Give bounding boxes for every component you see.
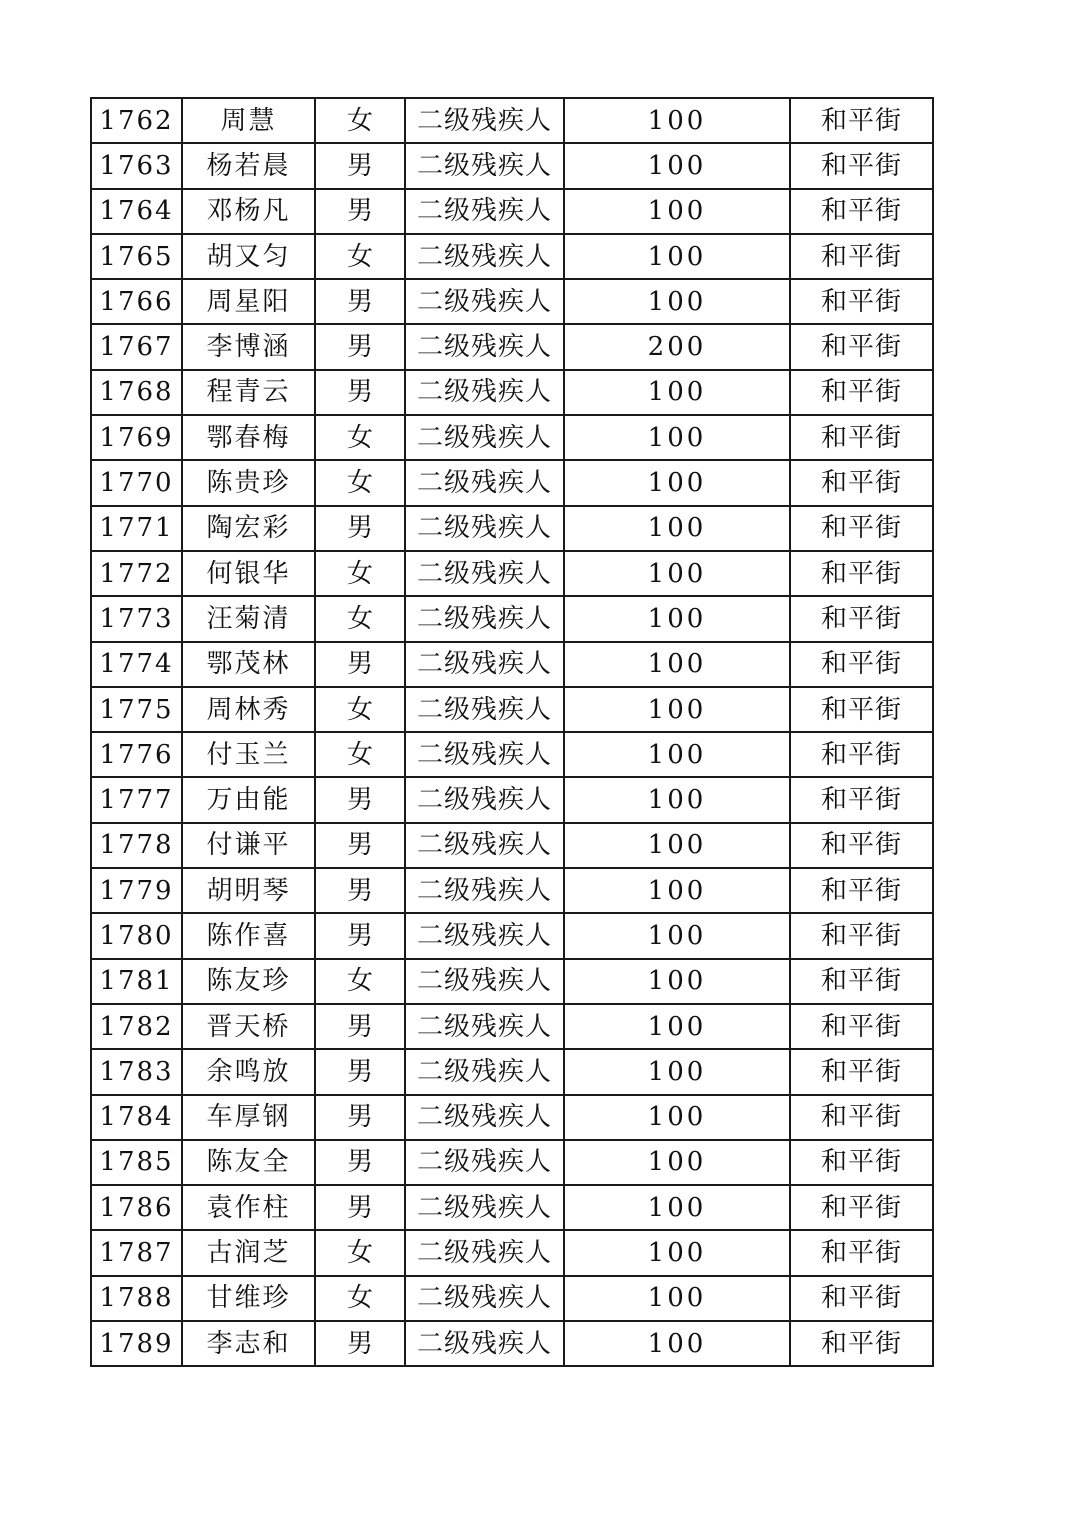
cell-number: 1783	[91, 1049, 182, 1094]
cell-amount: 100	[564, 98, 790, 143]
cell-amount: 100	[564, 415, 790, 460]
cell-amount: 100	[564, 1276, 790, 1321]
cell-name: 古润芝	[182, 1230, 315, 1275]
table-row	[91, 1230, 933, 1275]
cell-street: 和平街	[790, 1140, 933, 1185]
cell-gender: 男	[315, 1185, 405, 1230]
cell-name: 邓杨凡	[182, 189, 315, 234]
cell-gender: 女	[315, 1276, 405, 1321]
beneficiary-table	[90, 97, 934, 1367]
table-row	[91, 279, 933, 324]
cell-gender: 男	[315, 777, 405, 822]
cell-street: 和平街	[790, 234, 933, 279]
cell-amount: 100	[564, 1004, 790, 1049]
table-row	[91, 642, 933, 687]
cell-disability-level: 二级残疾人	[405, 324, 564, 369]
table-row	[91, 460, 933, 505]
cell-disability-level: 二级残疾人	[405, 98, 564, 143]
cell-number: 1776	[91, 732, 182, 777]
cell-name: 周慧	[182, 98, 315, 143]
cell-street: 和平街	[790, 868, 933, 913]
cell-amount: 100	[564, 777, 790, 822]
cell-disability-level: 二级残疾人	[405, 642, 564, 687]
cell-number: 1770	[91, 460, 182, 505]
cell-gender: 女	[315, 98, 405, 143]
cell-disability-level: 二级残疾人	[405, 596, 564, 641]
cell-number: 1782	[91, 1004, 182, 1049]
cell-gender: 女	[315, 732, 405, 777]
cell-gender: 男	[315, 913, 405, 958]
cell-gender: 男	[315, 1095, 405, 1140]
cell-amount: 100	[564, 460, 790, 505]
cell-name: 甘维珍	[182, 1276, 315, 1321]
cell-amount: 100	[564, 1321, 790, 1366]
cell-street: 和平街	[790, 1095, 933, 1140]
cell-amount: 100	[564, 189, 790, 234]
cell-name: 陈友全	[182, 1140, 315, 1185]
cell-name: 付玉兰	[182, 732, 315, 777]
cell-street: 和平街	[790, 1049, 933, 1094]
cell-name: 车厚钢	[182, 1095, 315, 1140]
cell-disability-level: 二级残疾人	[405, 1004, 564, 1049]
cell-number: 1780	[91, 913, 182, 958]
cell-street: 和平街	[790, 324, 933, 369]
table-row	[91, 189, 933, 234]
cell-gender: 男	[315, 1004, 405, 1049]
cell-street: 和平街	[790, 370, 933, 415]
table-row	[91, 1004, 933, 1049]
cell-number: 1786	[91, 1185, 182, 1230]
cell-disability-level: 二级残疾人	[405, 732, 564, 777]
cell-disability-level: 二级残疾人	[405, 1321, 564, 1366]
cell-number: 1775	[91, 687, 182, 732]
cell-street: 和平街	[790, 1185, 933, 1230]
cell-street: 和平街	[790, 642, 933, 687]
cell-disability-level: 二级残疾人	[405, 506, 564, 551]
table-row	[91, 506, 933, 551]
cell-disability-level: 二级残疾人	[405, 234, 564, 279]
cell-street: 和平街	[790, 506, 933, 551]
cell-street: 和平街	[790, 913, 933, 958]
cell-name: 程青云	[182, 370, 315, 415]
cell-disability-level: 二级残疾人	[405, 823, 564, 868]
cell-street: 和平街	[790, 98, 933, 143]
cell-amount: 100	[564, 1095, 790, 1140]
cell-number: 1784	[91, 1095, 182, 1140]
cell-street: 和平街	[790, 279, 933, 324]
cell-street: 和平街	[790, 687, 933, 732]
cell-number: 1765	[91, 234, 182, 279]
cell-number: 1773	[91, 596, 182, 641]
cell-name: 李志和	[182, 1321, 315, 1366]
table-row	[91, 687, 933, 732]
cell-amount: 100	[564, 143, 790, 188]
table-row	[91, 370, 933, 415]
cell-name: 陈贵珍	[182, 460, 315, 505]
cell-gender: 男	[315, 823, 405, 868]
table-row	[91, 1185, 933, 1230]
cell-name: 胡明琴	[182, 868, 315, 913]
table-row	[91, 415, 933, 460]
cell-street: 和平街	[790, 189, 933, 234]
cell-number: 1789	[91, 1321, 182, 1366]
cell-disability-level: 二级残疾人	[405, 460, 564, 505]
cell-name: 晋天桥	[182, 1004, 315, 1049]
cell-street: 和平街	[790, 415, 933, 460]
cell-gender: 女	[315, 551, 405, 596]
table-body	[91, 98, 933, 1366]
table-row	[91, 1095, 933, 1140]
cell-number: 1764	[91, 189, 182, 234]
table-row	[91, 1276, 933, 1321]
cell-amount: 100	[564, 596, 790, 641]
cell-amount: 100	[564, 1049, 790, 1094]
cell-street: 和平街	[790, 551, 933, 596]
cell-number: 1787	[91, 1230, 182, 1275]
cell-disability-level: 二级残疾人	[405, 415, 564, 460]
cell-amount: 100	[564, 868, 790, 913]
cell-disability-level: 二级残疾人	[405, 370, 564, 415]
cell-gender: 男	[315, 506, 405, 551]
cell-gender: 女	[315, 687, 405, 732]
table-row	[91, 1321, 933, 1366]
table-row	[91, 324, 933, 369]
cell-street: 和平街	[790, 1230, 933, 1275]
cell-disability-level: 二级残疾人	[405, 143, 564, 188]
cell-street: 和平街	[790, 1276, 933, 1321]
cell-name: 袁作柱	[182, 1185, 315, 1230]
cell-name: 陈作喜	[182, 913, 315, 958]
cell-disability-level: 二级残疾人	[405, 777, 564, 822]
cell-name: 胡又匀	[182, 234, 315, 279]
cell-gender: 女	[315, 959, 405, 1004]
cell-number: 1788	[91, 1276, 182, 1321]
cell-amount: 100	[564, 506, 790, 551]
cell-number: 1779	[91, 868, 182, 913]
cell-name: 陶宏彩	[182, 506, 315, 551]
cell-gender: 女	[315, 234, 405, 279]
cell-street: 和平街	[790, 959, 933, 1004]
cell-gender: 男	[315, 868, 405, 913]
table-row	[91, 823, 933, 868]
cell-disability-level: 二级残疾人	[405, 1185, 564, 1230]
cell-disability-level: 二级残疾人	[405, 1276, 564, 1321]
cell-disability-level: 二级残疾人	[405, 913, 564, 958]
cell-name: 余鸣放	[182, 1049, 315, 1094]
cell-number: 1771	[91, 506, 182, 551]
cell-disability-level: 二级残疾人	[405, 959, 564, 1004]
cell-disability-level: 二级残疾人	[405, 1140, 564, 1185]
cell-amount: 100	[564, 732, 790, 777]
table-row	[91, 868, 933, 913]
cell-name: 杨若晨	[182, 143, 315, 188]
cell-gender: 男	[315, 1321, 405, 1366]
cell-gender: 男	[315, 642, 405, 687]
cell-name: 鄂春梅	[182, 415, 315, 460]
cell-amount: 100	[564, 959, 790, 1004]
table-row	[91, 551, 933, 596]
cell-number: 1762	[91, 98, 182, 143]
table-row	[91, 777, 933, 822]
cell-street: 和平街	[790, 1321, 933, 1366]
cell-amount: 100	[564, 823, 790, 868]
cell-name: 万由能	[182, 777, 315, 822]
table-row	[91, 1049, 933, 1094]
cell-disability-level: 二级残疾人	[405, 1230, 564, 1275]
cell-name: 周星阳	[182, 279, 315, 324]
cell-number: 1767	[91, 324, 182, 369]
cell-disability-level: 二级残疾人	[405, 551, 564, 596]
cell-number: 1772	[91, 551, 182, 596]
cell-amount: 100	[564, 279, 790, 324]
table-row	[91, 913, 933, 958]
cell-amount: 100	[564, 1185, 790, 1230]
cell-disability-level: 二级残疾人	[405, 1049, 564, 1094]
cell-gender: 女	[315, 460, 405, 505]
cell-name: 付谦平	[182, 823, 315, 868]
cell-number: 1785	[91, 1140, 182, 1185]
cell-number: 1781	[91, 959, 182, 1004]
cell-number: 1777	[91, 777, 182, 822]
cell-street: 和平街	[790, 596, 933, 641]
cell-street: 和平街	[790, 823, 933, 868]
cell-street: 和平街	[790, 460, 933, 505]
cell-gender: 女	[315, 596, 405, 641]
cell-street: 和平街	[790, 143, 933, 188]
cell-amount: 100	[564, 370, 790, 415]
table-row	[91, 98, 933, 143]
cell-gender: 男	[315, 324, 405, 369]
cell-name: 陈友珍	[182, 959, 315, 1004]
cell-gender: 男	[315, 143, 405, 188]
cell-name: 鄂茂林	[182, 642, 315, 687]
table-row	[91, 1140, 933, 1185]
cell-number: 1778	[91, 823, 182, 868]
cell-amount: 100	[564, 551, 790, 596]
cell-gender: 男	[315, 189, 405, 234]
cell-gender: 男	[315, 1049, 405, 1094]
cell-disability-level: 二级残疾人	[405, 687, 564, 732]
table-row	[91, 234, 933, 279]
cell-amount: 100	[564, 687, 790, 732]
cell-name: 何银华	[182, 551, 315, 596]
cell-amount: 100	[564, 913, 790, 958]
cell-gender: 男	[315, 279, 405, 324]
cell-number: 1769	[91, 415, 182, 460]
cell-number: 1774	[91, 642, 182, 687]
cell-street: 和平街	[790, 1004, 933, 1049]
cell-gender: 女	[315, 1230, 405, 1275]
cell-amount: 100	[564, 234, 790, 279]
table-row	[91, 596, 933, 641]
cell-name: 周林秀	[182, 687, 315, 732]
cell-name: 李博涵	[182, 324, 315, 369]
cell-street: 和平街	[790, 777, 933, 822]
cell-disability-level: 二级残疾人	[405, 868, 564, 913]
cell-amount: 200	[564, 324, 790, 369]
cell-street: 和平街	[790, 732, 933, 777]
cell-amount: 100	[564, 1230, 790, 1275]
cell-gender: 男	[315, 1140, 405, 1185]
cell-amount: 100	[564, 642, 790, 687]
cell-disability-level: 二级残疾人	[405, 279, 564, 324]
table-row	[91, 732, 933, 777]
cell-number: 1763	[91, 143, 182, 188]
cell-gender: 女	[315, 415, 405, 460]
cell-gender: 男	[315, 370, 405, 415]
cell-amount: 100	[564, 1140, 790, 1185]
table-row	[91, 959, 933, 1004]
cell-name: 汪菊清	[182, 596, 315, 641]
cell-disability-level: 二级残疾人	[405, 189, 564, 234]
cell-disability-level: 二级残疾人	[405, 1095, 564, 1140]
table-row	[91, 143, 933, 188]
cell-number: 1768	[91, 370, 182, 415]
cell-number: 1766	[91, 279, 182, 324]
